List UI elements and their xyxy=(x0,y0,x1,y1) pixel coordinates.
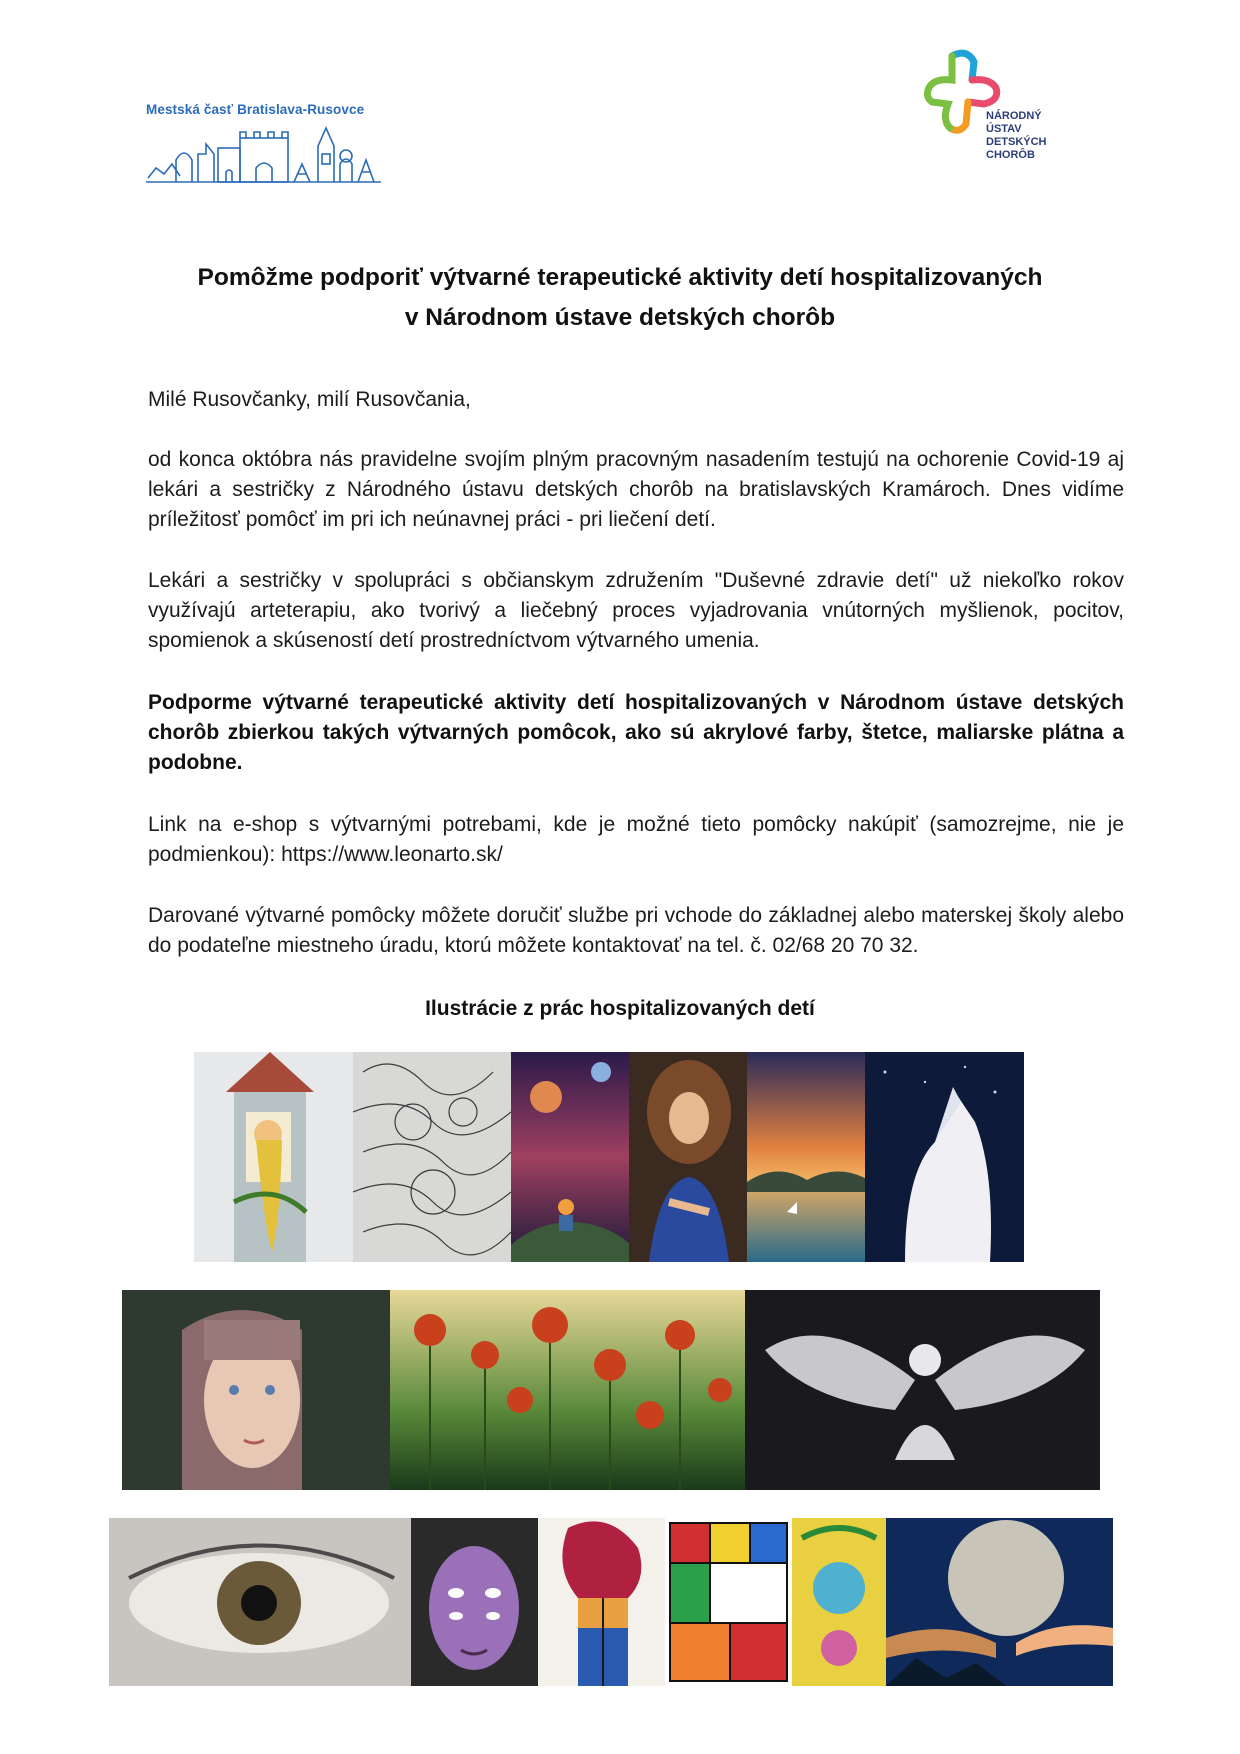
painting-crying-girl xyxy=(629,1052,747,1262)
institute-name: NÁRODNÝ ÚSTAV DETSKÝCH CHORÔB xyxy=(986,110,1047,161)
title-line-2: v Národnom ústave detských chorôb xyxy=(404,304,836,331)
painting-abstract-face xyxy=(538,1518,665,1686)
paragraph-arttherapy: Lekári a sestričky v spolupráci s občianskym združením "Duševné zdravie detí" už niekoľko rokov využívajú arteterapiu, ako tvorivý a liečebný proces vyjadrovania vnútorných myšlienok, pocitov, spomienok a skúseností detí prostredníctvom výtvarného umenia. xyxy=(148,569,1124,652)
institute-logo xyxy=(922,48,1062,168)
painting-space-kid xyxy=(511,1052,629,1262)
painting-poppies xyxy=(390,1290,745,1490)
painting-zentangle xyxy=(353,1052,511,1262)
painting-sunset-boats xyxy=(747,1052,865,1262)
painting-eye xyxy=(109,1518,411,1686)
painting-colorful-creature xyxy=(792,1518,886,1686)
municipality-name: Mestská časť Bratislava-Rusovce xyxy=(146,102,365,117)
paragraph-eshop-link: Link na e-shop s výtvarnými potrebami, kde je možné tieto pomôcky nakúpiť (samozrejme, nie je podmienkou): https://www.leonarto.sk/ xyxy=(148,813,1124,866)
painting-purple-face xyxy=(411,1518,538,1686)
gallery-caption: Ilustrácie z prác hospitalizovaných detí xyxy=(425,997,815,1020)
painting-moon-hands xyxy=(886,1518,1113,1686)
painting-portrait-woman xyxy=(122,1290,390,1490)
paragraph-appeal: Podporme výtvarné terapeutické aktivity detí hospitalizovaných v Národnom ústave detských chorôb zbierkou takých výtvarných pomôcok, ako sú akrylové farby, štetce, maliarske plátna a podobne. xyxy=(148,691,1124,774)
painting-winged-figure xyxy=(745,1290,1100,1490)
painting-tower-girl xyxy=(194,1052,353,1262)
municipality-logo xyxy=(146,102,386,184)
paragraph-intro: od konca októbra nás pravidelne svojím plným pracovným nasadením testujú na ochorenie Covid-19 aj lekári a sestričky z Národného ústavu detských chorôb na bratislavských Kramároch. Dnes vidíme príležitosť pomôcť im pri ich neúnavnej práci - pri liečení detí. xyxy=(148,448,1124,531)
town-skyline-icon xyxy=(146,124,381,186)
greeting: Milé Rusovčanky, milí Rusovčania, xyxy=(148,388,471,411)
painting-howling-wolf xyxy=(865,1052,1024,1262)
title-line-1: Pomôžme podporiť výtvarné terapeutické aktivity detí hospitalizovaných xyxy=(197,264,1043,291)
painting-geometric xyxy=(665,1518,792,1686)
document-title xyxy=(0,258,1240,338)
paragraph-delivery: Darované výtvarné pomôcky môžete doručiť službe pri vchode do základnej alebo materskej školy alebo do podateľne miestneho úradu, ktorú môžete kontaktovať na tel. č. 02/68 20 70 32. xyxy=(148,904,1124,957)
